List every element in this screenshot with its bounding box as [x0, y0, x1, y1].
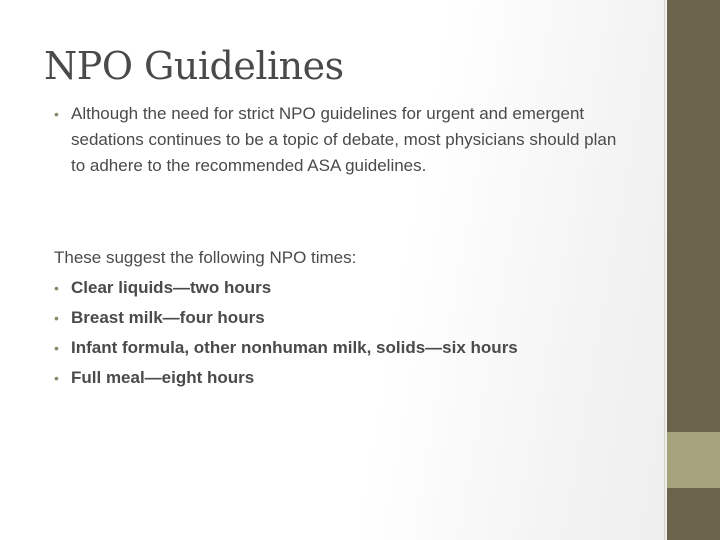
npo-item-clear-liquids: • Clear liquids—two hours: [54, 273, 518, 303]
side-band-top: [667, 0, 720, 432]
main-bullet: • Although the need for strict NPO guidelines for urgent and emergent sedations continues to be a topic of debate, most physicians should plan to adhere to the recommended ASA guidelines.: [54, 101, 631, 179]
npo-item-breast-milk: • Breast milk—four hours: [54, 303, 518, 333]
npo-item-infant-formula: • Infant formula, other nonhuman milk, solids—six hours: [54, 333, 518, 363]
npo-times-list: [54, 273, 518, 393]
slide-title: NPO Guidelines: [44, 44, 344, 88]
npo-intro: These suggest the following NPO times:: [54, 248, 357, 267]
npo-item-full-meal: • Full meal—eight hours: [54, 363, 518, 393]
side-band-accent: [667, 432, 720, 488]
side-band-bottom: [667, 488, 720, 540]
side-divider: [664, 0, 665, 540]
